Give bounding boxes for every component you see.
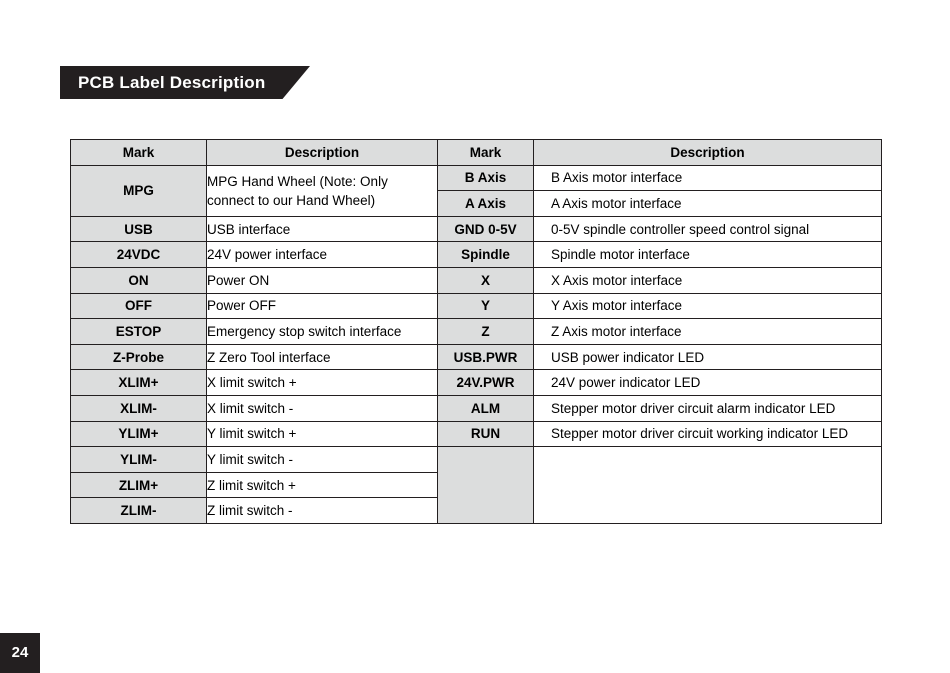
empty-mark-cell [438,447,534,524]
description-cell: X limit switch - [207,395,438,421]
empty-description-cell [534,447,882,524]
mark-cell: MPG [71,165,207,216]
description-cell: USB power indicator LED [534,344,882,370]
description-cell: Y limit switch + [207,421,438,447]
page-number: 24 [0,633,40,673]
table-row [71,447,882,473]
page-title: PCB Label Description [78,73,266,92]
mark-cell: XLIM- [71,395,207,421]
mark-cell: OFF [71,293,207,319]
description-cell: USB interface [207,216,438,242]
table-row [71,216,882,242]
description-cell: 24V power indicator LED [534,370,882,396]
table-row [71,165,882,191]
table-row [71,267,882,293]
description-cell: Stepper motor driver circuit alarm indicator LED [534,395,882,421]
description-cell: Emergency stop switch interface [207,319,438,345]
mark-cell: USB [71,216,207,242]
mark-cell: XLIM+ [71,370,207,396]
column-header-description: Description [207,140,438,166]
description-cell: A Axis motor interface [534,191,882,217]
description-cell: Power OFF [207,293,438,319]
table-header-row [71,140,882,166]
mark-cell: ESTOP [71,319,207,345]
mark-cell: USB.PWR [438,344,534,370]
column-header-description: Description [534,140,882,166]
description-cell: Z Zero Tool interface [207,344,438,370]
description-cell: Power ON [207,267,438,293]
description-cell: Z limit switch - [207,498,438,524]
mark-cell: ALM [438,395,534,421]
description-cell: 24V power interface [207,242,438,268]
mark-cell: YLIM- [71,447,207,473]
mark-cell: ZLIM+ [71,472,207,498]
mark-cell: Spindle [438,242,534,268]
description-cell: Y limit switch - [207,447,438,473]
table-row [71,319,882,345]
mark-cell: YLIM+ [71,421,207,447]
mark-cell: 24VDC [71,242,207,268]
description-cell: X limit switch + [207,370,438,396]
table-row [71,370,882,396]
mark-cell: RUN [438,421,534,447]
description-cell: Z Axis motor interface [534,319,882,345]
mark-cell: Y [438,293,534,319]
mark-cell: X [438,267,534,293]
pcb-label-table [70,139,882,524]
mark-cell: Z [438,319,534,345]
description-cell: Z limit switch + [207,472,438,498]
mark-cell: Z-Probe [71,344,207,370]
mark-cell: B Axis [438,165,534,191]
table-row [71,242,882,268]
description-cell: Spindle motor interface [534,242,882,268]
table-row [71,395,882,421]
table-row [71,293,882,319]
table-row [71,344,882,370]
description-cell: MPG Hand Wheel (Note: Only connect to our Hand Wheel) [207,165,438,216]
column-header-mark: Mark [438,140,534,166]
mark-cell: ON [71,267,207,293]
mark-cell: GND 0-5V [438,216,534,242]
mark-cell: A Axis [438,191,534,217]
description-cell: 0-5V spindle controller speed control signal [534,216,882,242]
description-cell: B Axis motor interface [534,165,882,191]
mark-cell: ZLIM- [71,498,207,524]
table-row [71,421,882,447]
description-cell: X Axis motor interface [534,267,882,293]
description-cell: Y Axis motor interface [534,293,882,319]
description-cell: Stepper motor driver circuit working indicator LED [534,421,882,447]
mark-cell: 24V.PWR [438,370,534,396]
column-header-mark: Mark [71,140,207,166]
